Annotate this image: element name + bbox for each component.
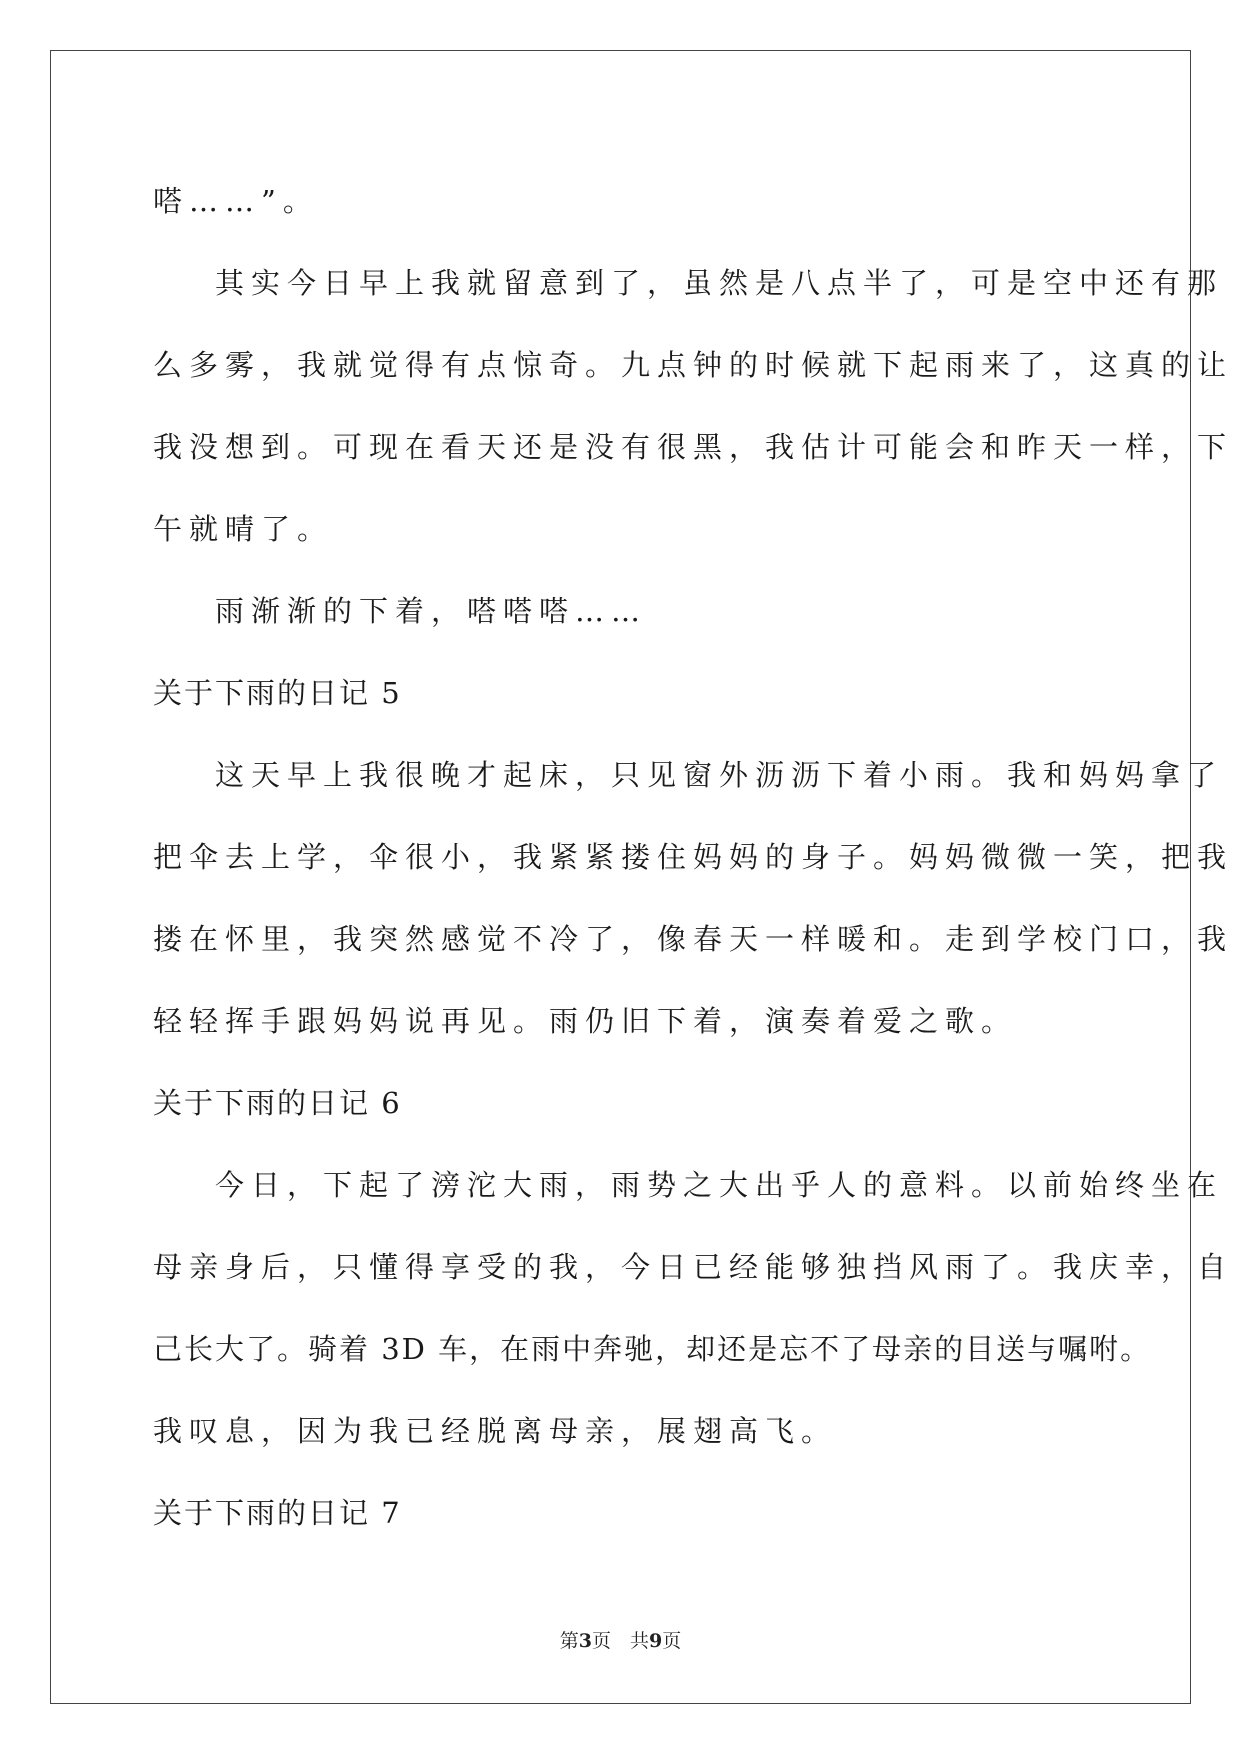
paragraph-start: 其实今日早上我就留意到了，虽然是八点半了，可是空中还有那 [215,266,1224,300]
paragraph-start: 这天早上我很晚才起床，只见窗外沥沥下着小雨。我和妈妈拿了 [215,758,1224,792]
text-line: 么多雾，我就觉得有点惊奇。九点钟的时候就下起雨来了，这真的让 [153,348,1234,382]
text-line: 我叹息，因为我已经脱离母亲，展翅高飞。 [153,1414,838,1448]
page-footer [0,1626,1241,1653]
current-page-number: 3 [578,1630,592,1652]
text-line: 我没想到。可现在看天还是没有很黑，我估计可能会和昨天一样，下 [153,430,1234,464]
text-line: 把伞去上学，伞很小，我紧紧搂住妈妈的身子。妈妈微微一笑，把我 [153,840,1234,874]
section-heading: 关于下雨的日记 6 [153,1086,402,1120]
paragraph-start: 雨渐渐的下着，嗒嗒嗒…… [215,594,648,628]
text-line: 轻轻挥手跟妈妈说再见。雨仍旧下着，演奏着爱之歌。 [153,1004,1018,1038]
document-body [153,160,1234,1554]
text-line: 嗒……”。 [153,184,319,218]
total-pages-number: 9 [649,1630,663,1652]
footer-middle: 页 共 [591,1630,649,1652]
text-line: 母亲身后，只懂得享受的我，今日已经能够独挡风雨了。我庆幸，自 [153,1250,1234,1284]
text-line: 午就晴了。 [153,512,334,546]
text-line: 搂在怀里，我突然感觉不冷了，像春天一样暖和。走到学校门口，我 [153,922,1234,956]
footer-prefix: 第 [559,1630,579,1652]
section-heading: 关于下雨的日记 7 [153,1496,402,1530]
paragraph-start: 今日，下起了滂沱大雨，雨势之大出乎人的意料。以前始终坐在 [215,1168,1224,1202]
section-heading: 关于下雨的日记 5 [153,676,402,710]
text-line: 己长大了。骑着 3D 车，在雨中奔驰，却还是忘不了母亲的目送与嘱咐。 [153,1332,1152,1366]
footer-suffix: 页 [662,1630,682,1652]
